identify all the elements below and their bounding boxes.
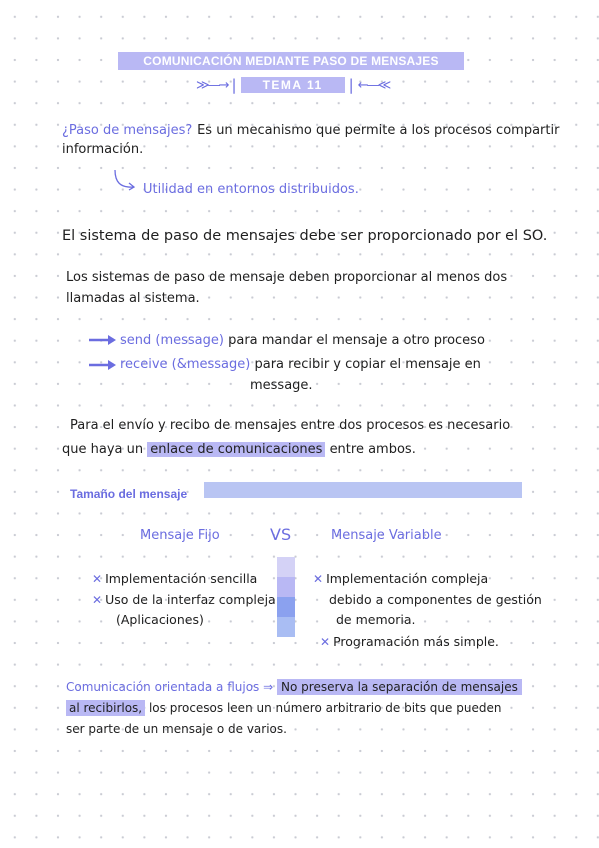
bar-segment	[277, 577, 295, 597]
link-highlight: enlace de comunicaciones	[147, 442, 325, 457]
flows-line-1	[66, 680, 522, 694]
topic-row	[196, 76, 389, 94]
link-text-before: que haya un	[62, 442, 144, 457]
flows-line-2	[66, 701, 501, 715]
flows-label: Comunicación orientada a flujos	[66, 680, 260, 694]
so-paragraph: El sistema de paso de mensajes debe ser proporcionado por el SO.	[62, 228, 548, 244]
separator-bar: |	[231, 76, 237, 94]
flows-highlight: No preserva la separación de mensajes	[277, 679, 522, 695]
fixed-title: Mensaje Fijo	[140, 528, 220, 543]
double-arrow-icon: ⇒	[263, 680, 274, 694]
variable-title: Mensaje Variable	[331, 528, 442, 543]
section-label: Tamaño del mensaje	[70, 487, 188, 501]
variable-item-text: Implementación compleja	[326, 571, 489, 586]
link-text-after: entre ambos.	[329, 442, 416, 457]
fixed-item-2	[92, 592, 276, 607]
variable-item-2: debido a componentes de gestión	[329, 592, 542, 607]
receive-call-line	[120, 357, 481, 372]
bar-segment	[277, 597, 295, 617]
receive-call-desc-2: message.	[250, 378, 313, 393]
variable-item-3: de memoria.	[336, 612, 416, 627]
section-divider-bar	[204, 482, 522, 498]
page-title: COMUNICACIÓN MEDIANTE PASO DE MENSAJES	[118, 52, 464, 70]
arrow-right-decoration: ≫—→	[196, 77, 228, 93]
calls-line-1: Los sistemas de paso de mensaje deben proporcionar al menos dos	[66, 270, 508, 285]
bar-segment	[277, 557, 295, 577]
variable-item-1	[313, 571, 488, 586]
send-call-line	[120, 333, 485, 348]
intro-line-2: información.	[62, 142, 144, 157]
curved-arrow-icon	[112, 168, 138, 196]
bar-segment	[277, 617, 295, 637]
send-arrow-icon	[88, 331, 118, 350]
receive-arrow-icon	[88, 356, 118, 375]
variable-item-4	[320, 634, 499, 649]
cross-icon: ✕	[92, 572, 103, 586]
intro-text: Es un mecanismo que permite a los procesos compartir	[197, 123, 560, 138]
vs-label: VS	[270, 525, 292, 544]
question-label: ¿Paso de mensajes?	[62, 123, 193, 138]
link-line-2	[62, 442, 416, 457]
send-call-desc: para mandar el mensaje a otro proceso	[228, 333, 485, 348]
fixed-item-1	[92, 571, 257, 586]
flows-line-3: ser parte de un mensaje o de varios.	[66, 722, 287, 736]
fixed-item-text: Uso de la interfaz compleja	[105, 592, 276, 607]
flows-highlight-2: al recibirlos,	[66, 700, 145, 716]
link-line-1: Para el envío y recibo de mensajes entre dos procesos es necesario	[70, 418, 511, 433]
topic-badge: TEMA 11	[241, 77, 345, 93]
utility-note: Utilidad en entornos distribuidos.	[143, 182, 359, 197]
arrow-left-decoration: ←—≪	[357, 77, 390, 93]
fixed-item-3: (Aplicaciones)	[116, 612, 204, 627]
intro-line-1	[62, 120, 559, 138]
receive-call-label: receive (&message)	[120, 357, 251, 372]
flows-text: los procesos leen un número arbitrario de bits que pueden	[148, 701, 502, 715]
send-call-label: send (message)	[120, 333, 224, 348]
cross-icon: ✕	[92, 593, 103, 607]
cross-icon: ✕	[313, 572, 324, 586]
cross-icon: ✕	[320, 635, 331, 649]
variable-item-text: Programación más simple.	[333, 634, 499, 649]
separator-bar: |	[348, 76, 354, 94]
fixed-item-text: Implementación sencilla	[105, 571, 258, 586]
calls-line-2: llamadas al sistema.	[66, 291, 200, 306]
gradient-divider	[277, 557, 295, 637]
receive-call-desc: para recibir y copiar el mensaje en	[254, 357, 481, 372]
